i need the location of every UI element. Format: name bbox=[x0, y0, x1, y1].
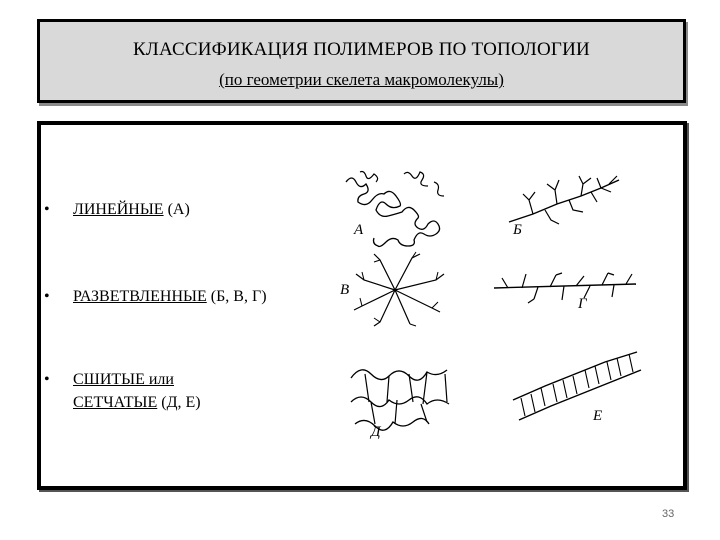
item-term: СЕТЧАТЫЕ bbox=[73, 394, 158, 411]
bullet-marker: • bbox=[44, 371, 50, 388]
item-suffix: (А) bbox=[163, 201, 190, 218]
list-item-crosslinked-line2 bbox=[73, 393, 201, 413]
diagram-star-v bbox=[340, 250, 450, 330]
slide-title: КЛАССИФИКАЦИЯ ПОЛИМЕРОВ ПО ТОПОЛОГИИ bbox=[133, 39, 590, 60]
diagram-label-a: А bbox=[354, 222, 364, 238]
item-term: ЛИНЕЙНЫЕ bbox=[73, 201, 164, 218]
diagram-label-b: Б bbox=[513, 222, 522, 238]
diagram-comb-g bbox=[490, 262, 640, 317]
list-item-crosslinked-line1 bbox=[73, 370, 174, 390]
item-term: РАЗВЕТВЛЕННЫЕ bbox=[73, 288, 207, 305]
list-item-linear bbox=[73, 200, 190, 220]
diagram-linear-a bbox=[340, 168, 460, 248]
slide-title-box bbox=[37, 19, 686, 103]
diagram-label-e: Е bbox=[593, 408, 603, 424]
item-term: СШИТЫЕ или bbox=[73, 371, 174, 388]
diagram-label-d: Д bbox=[371, 424, 381, 440]
diagram-label-v: В bbox=[340, 282, 350, 298]
bullet-marker: • bbox=[44, 288, 50, 305]
bullet-marker: • bbox=[44, 201, 50, 218]
diagram-network-d bbox=[345, 358, 465, 443]
page-number: 33 bbox=[662, 508, 675, 520]
slide-subtitle: (по геометрии скелета макромолекулы) bbox=[219, 70, 504, 89]
diagram-label-g: Г bbox=[578, 296, 587, 312]
list-item-branched bbox=[73, 287, 267, 307]
diagram-branched-b bbox=[505, 170, 625, 240]
item-suffix: (Б, В, Г) bbox=[206, 288, 267, 305]
diagram-ladder-e bbox=[505, 348, 645, 433]
item-suffix: (Д, Е) bbox=[157, 394, 201, 411]
